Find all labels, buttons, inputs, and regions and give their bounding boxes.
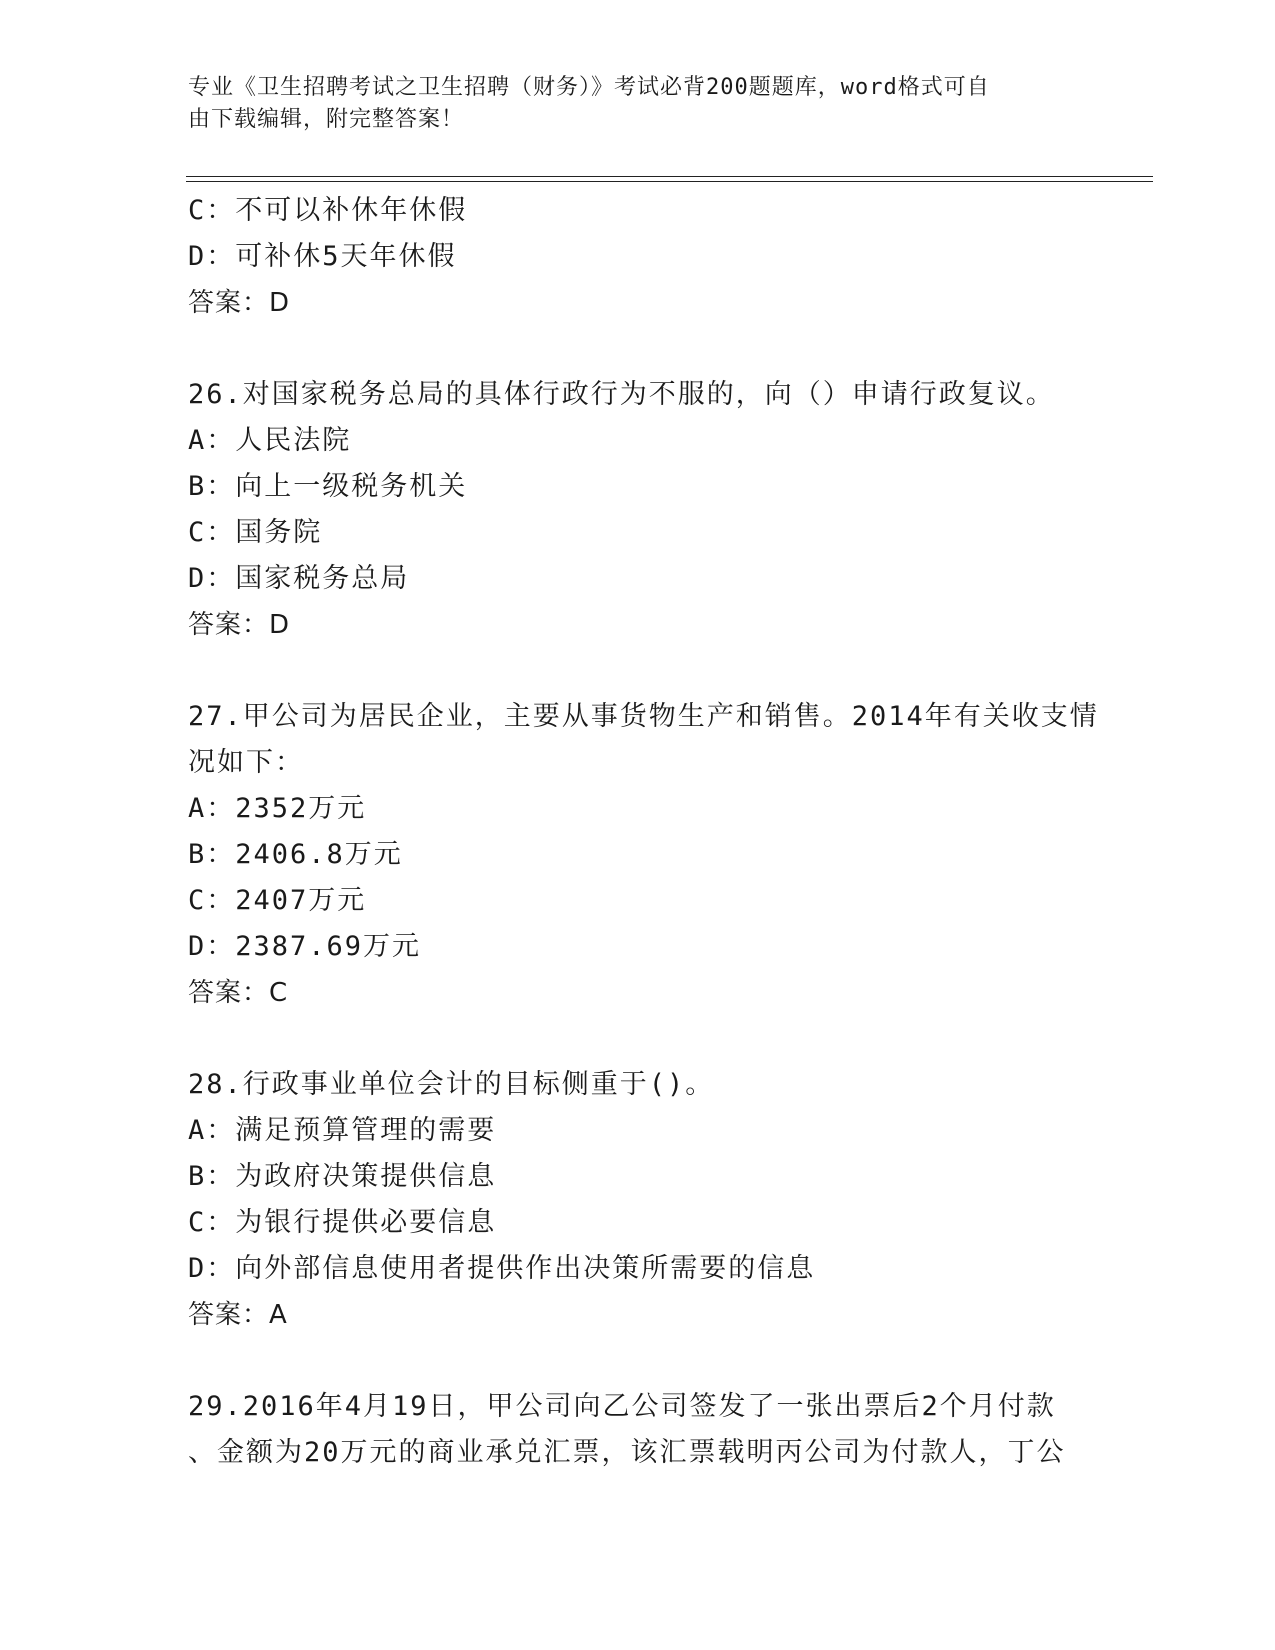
option-a: A：人民法院 [188,425,352,456]
question-26 [188,372,1088,648]
option-c: C：不可以补休年休假 [188,195,468,226]
option-d: D：向外部信息使用者提供作出决策所需要的信息 [188,1253,816,1284]
question-28 [188,1062,1088,1338]
question-stem: 28.行政事业单位会计的目标侧重于()。 [188,1069,715,1100]
question-29 [188,1384,1088,1476]
option-a: A：2352万元 [188,793,367,824]
option-a: A：满足预算管理的需要 [188,1115,497,1146]
option-d: D：可补休5天年休假 [188,241,457,272]
question-stem: 26.对国家税务总局的具体行政行为不服的，向（）申请行政复议。 [188,379,1055,410]
spacer [188,1016,1088,1062]
spacer [188,648,1088,694]
question-27 [188,694,1099,1016]
option-b: B：为政府决策提供信息 [188,1161,497,1192]
answer: 答案：D [188,610,291,640]
header-rule-top [186,176,1153,177]
option-b: B：向上一级税务机关 [188,471,468,502]
question-stem-line-2: 、金额为20万元的商业承兑汇票，该汇票载明丙公司为付款人，丁公 [188,1437,1066,1468]
question-list [188,188,1099,1476]
spacer [188,1338,1088,1384]
answer: 答案：D [188,288,291,318]
document-header [188,72,1068,136]
spacer [188,326,1088,372]
option-b: B：2406.8万元 [188,839,403,870]
header-rule-bottom [186,181,1153,182]
answer: 答案：A [188,1300,288,1330]
option-c: C：为银行提供必要信息 [188,1207,497,1238]
answer: 答案：C [188,978,289,1008]
question-stem-line-1: 27.甲公司为居民企业，主要从事货物生产和销售。2014年有关收支情 [188,701,1099,732]
header-line-2: 由下载编辑，附完整答案！ [188,107,465,132]
question-stem-line-1: 29.2016年4月19日，甲公司向乙公司签发了一张出票后2个月付款 [188,1391,1056,1422]
option-d: D：2387.69万元 [188,931,422,962]
option-d: D：国家税务总局 [188,563,410,594]
partial-question [188,188,1088,326]
option-c: C：2407万元 [188,885,367,916]
option-c: C：国务院 [188,517,323,548]
question-stem-line-2: 况如下： [188,747,304,778]
header-line-1: 专业《卫生招聘考试之卫生招聘（财务）》考试必背200题题库，word格式可自 [188,75,990,100]
